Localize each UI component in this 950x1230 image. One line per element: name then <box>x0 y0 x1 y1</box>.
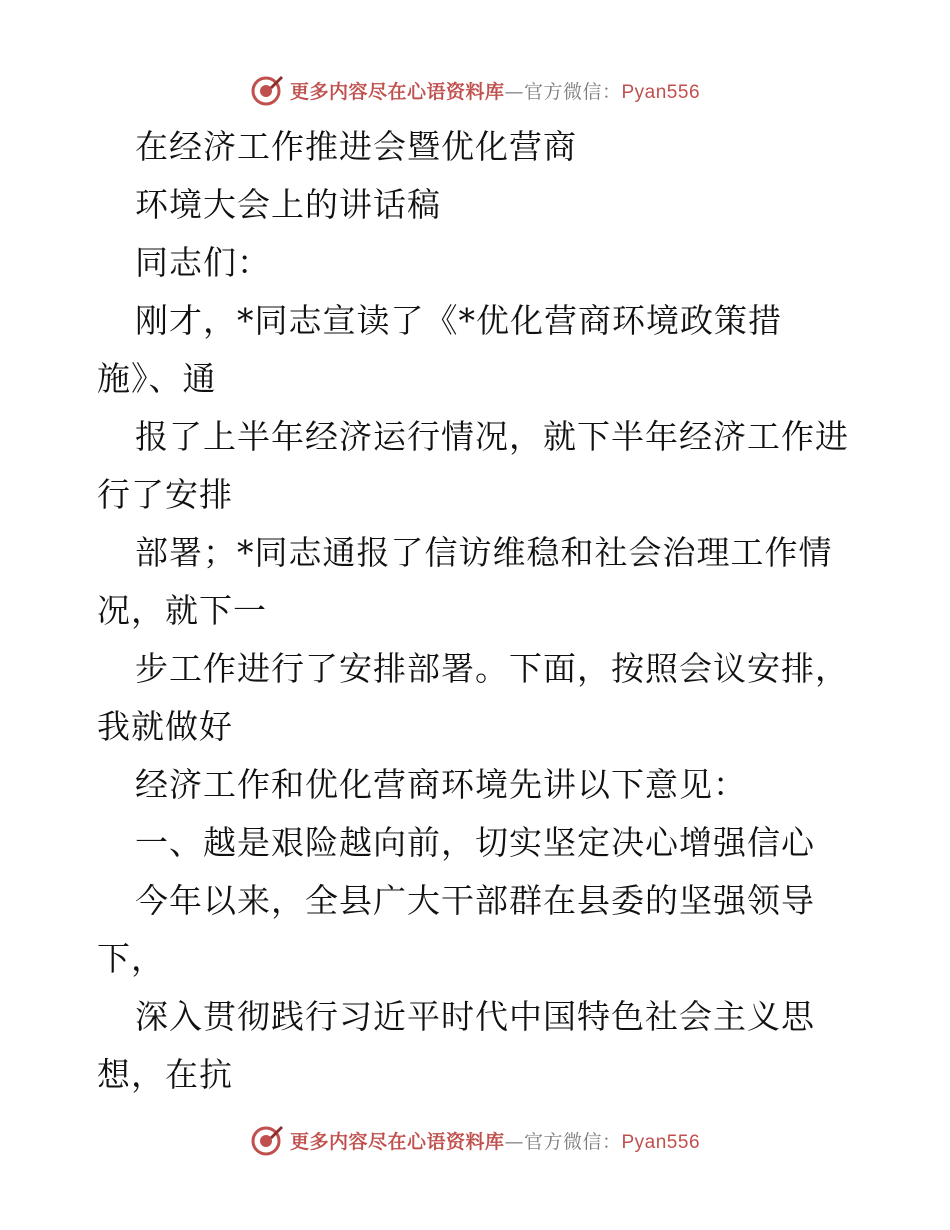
banner-dash: — <box>504 1130 524 1153</box>
paragraph-line: 施》、通 <box>97 359 217 398</box>
header-banner <box>0 70 950 110</box>
paragraph-line: 行了安排 <box>97 475 233 514</box>
section-heading: 一、越是艰险越向前，切实坚定决心增强信心 <box>135 823 815 862</box>
paragraph-line: 步工作进行了安排部署。下面，按照会议安排， <box>135 649 849 688</box>
pen-seal-logo-icon <box>250 1123 284 1157</box>
title-line-2: 环境大会上的讲话稿 <box>135 185 441 224</box>
paragraph-line: 部署；*同志通报了信访维稳和社会治理工作情 <box>135 533 833 572</box>
banner-promo-text: 更多内容尽在心语资料库 <box>289 1130 505 1153</box>
banner-wechat-id: Pyan556 <box>621 81 701 103</box>
paragraph-line: 报了上半年经济运行情况，就下半年经济工作进 <box>135 417 849 456</box>
banner-official-label: 官方微信： <box>523 80 622 103</box>
paragraph-line: 经济工作和优化营商环境先讲以下意见： <box>135 765 747 804</box>
paragraph-line: 下， <box>97 939 165 978</box>
title-line-1: 在经济工作推进会暨优化营商 <box>135 127 577 166</box>
banner-official-label: 官方微信： <box>523 1130 622 1153</box>
footer-banner <box>0 1120 950 1160</box>
document-body <box>97 118 877 1104</box>
banner-promo-text: 更多内容尽在心语资料库 <box>289 80 505 103</box>
paragraph-line: 我就做好 <box>97 707 233 746</box>
banner-wechat-id: Pyan556 <box>621 1131 701 1153</box>
banner-text <box>290 1127 700 1154</box>
paragraph-line: 刚才，*同志宣读了《*优化营商环境政策措 <box>135 301 782 340</box>
paragraph-line: 深入贯彻践行习近平时代中国特色社会主义思 <box>135 997 815 1036</box>
paragraph-line: 况，就下一 <box>97 591 267 630</box>
paragraph-line: 想，在抗 <box>97 1055 233 1094</box>
banner-text <box>290 77 700 104</box>
banner-dash: — <box>504 80 524 103</box>
salutation: 同志们： <box>135 243 271 282</box>
pen-seal-logo-icon <box>250 73 284 107</box>
paragraph-line: 今年以来，全县广大干部群在县委的坚强领导 <box>135 881 815 920</box>
